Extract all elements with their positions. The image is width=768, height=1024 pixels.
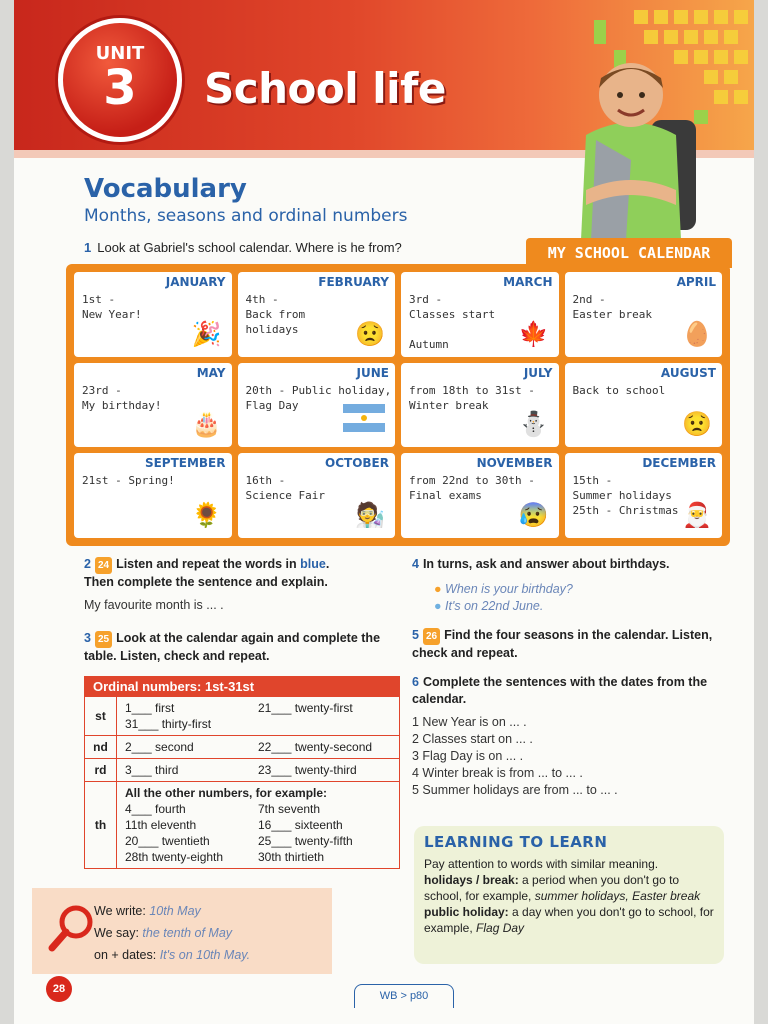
tip-say-label: We say: xyxy=(94,926,139,940)
exercise-number: 3 xyxy=(84,631,91,645)
unit-title: School life xyxy=(204,64,446,113)
ordinal-entry: 22___ twenty-second xyxy=(258,740,373,754)
month-name: APRIL xyxy=(676,275,716,289)
ordinal-entry: 25___ twenty-fifth xyxy=(258,834,353,848)
ordinal-intro: All the other numbers, for example: xyxy=(125,786,328,800)
ordinal-pair xyxy=(125,700,391,716)
def-term: holidays / break: xyxy=(424,873,519,887)
tip-dates-value: It's on 10th May. xyxy=(159,948,251,962)
calendar-cell-february xyxy=(238,272,396,357)
tip-write-label: We write: xyxy=(94,904,146,918)
learning-def-1 xyxy=(424,872,714,904)
christmas-figure-icon: 🎅 xyxy=(682,501,712,529)
month-note: 15th - Summer holidays 25th - Christmas xyxy=(572,474,679,518)
ordinal-pair xyxy=(125,849,391,865)
ordinal-body xyxy=(117,782,399,868)
calendar-cell-october xyxy=(238,453,396,538)
month-note: 1st - New Year! xyxy=(82,293,142,321)
autumn-leaves-icon: 🍁 xyxy=(518,320,549,348)
month-name: OCTOBER xyxy=(325,456,389,471)
ordinal-entry: 7th seventh xyxy=(258,802,321,816)
ordinal-suffix: rd xyxy=(85,759,117,781)
example-answer: It's on 22nd June. xyxy=(445,599,544,613)
exercise-item: 3 Flag Day is on ... . xyxy=(412,749,524,763)
audio-track-icon[interactable]: 26 xyxy=(423,628,440,645)
tip-say xyxy=(94,922,250,944)
exercise-2 xyxy=(84,556,404,591)
ordinal-entry: 28th twenty-eighth xyxy=(125,850,224,864)
month-name: FEBRUARY xyxy=(318,275,389,289)
sunflower-icon: 🌻 xyxy=(191,501,222,529)
exercise-number: 6 xyxy=(412,675,419,689)
exercise-6 xyxy=(412,674,722,708)
ordinal-body xyxy=(117,736,399,758)
month-note: 3rd - Classes start Autumn xyxy=(409,293,496,351)
calendar-cell-april xyxy=(565,272,723,357)
ordinal-entry: 16___ sixteenth xyxy=(258,818,343,832)
month-name: SEPTEMBER xyxy=(144,456,226,471)
calendar-cell-july xyxy=(401,363,559,448)
month-name: MAY xyxy=(196,365,226,380)
calendar-cell-january xyxy=(74,272,232,357)
speech-examples xyxy=(434,581,722,615)
page-number: 28 xyxy=(46,976,72,1002)
calendar-cell-august xyxy=(565,363,723,448)
learning-intro: Pay attention to words with similar meaning. xyxy=(424,857,659,871)
exercise-text: Look at the calendar again and complete the table. Listen, check and repeat. xyxy=(84,631,381,663)
exercise-text: Listen and repeat the words in xyxy=(116,557,301,571)
ordinal-entry: 21___ twenty-first xyxy=(258,701,353,715)
exercise-text: Complete the sentences with the dates from the calendar. xyxy=(412,675,708,706)
ordinal-entry: 4___ fourth xyxy=(125,802,186,816)
exercise-text-blue: blue xyxy=(300,557,326,571)
exercise-prompt: My favourite month is ... . xyxy=(84,598,224,612)
textbook-page xyxy=(14,0,754,1024)
month-note: 21st - Spring! xyxy=(82,474,175,488)
def-text: a day when you don't go to school, for example, xyxy=(424,905,714,935)
ordinal-entry: 11th eleventh xyxy=(125,818,197,832)
exercise-item: 2 Classes start on ... . xyxy=(412,732,533,746)
month-note: 20th - Public holiday, Flag Day xyxy=(245,383,392,412)
ordinal-pair xyxy=(125,833,391,849)
ordinal-row-rd xyxy=(85,758,399,781)
calendar-cell-december xyxy=(565,453,723,538)
snowman-icon: ⛄ xyxy=(518,411,549,439)
ordinal-pair xyxy=(125,817,391,833)
tip-write xyxy=(94,900,250,922)
happy-new-year-icon: 🎉 xyxy=(191,320,222,348)
section-heading: Vocabulary xyxy=(84,174,247,204)
ordinal-suffix: nd xyxy=(85,736,117,758)
left-column xyxy=(84,556,404,665)
section-subheading: Months, seasons and ordinal numbers xyxy=(84,206,408,226)
easter-egg-icon: 🥚 xyxy=(682,320,712,348)
sad-face-icon: 😟 xyxy=(355,320,385,348)
exercise-text-end: . xyxy=(325,557,330,571)
ordinal-suffix: st xyxy=(85,697,117,735)
calendar-cell-june xyxy=(238,363,396,448)
exercise-number: 1 xyxy=(84,240,92,255)
ordinal-entry: 3___ third xyxy=(125,763,179,777)
ordinal-row-th xyxy=(85,781,399,868)
ordinal-pair xyxy=(125,716,391,732)
exercise-number: 5 xyxy=(412,628,419,642)
magnifying-glass-icon xyxy=(44,902,98,956)
ordinal-body xyxy=(117,759,399,781)
birthday-cake-icon: 🎂 xyxy=(191,411,222,439)
learning-title: LEARNING TO LEARN xyxy=(424,833,608,851)
audio-track-icon[interactable]: 25 xyxy=(95,631,112,648)
exercise-number: 4 xyxy=(412,557,419,571)
example-question: When is your birthday? xyxy=(445,582,573,596)
def-example: Flag Day xyxy=(476,921,525,935)
exercise-4 xyxy=(412,556,722,573)
exercise-text: In turns, ask and answer about birthdays. xyxy=(422,557,670,571)
table-rows xyxy=(85,696,399,868)
month-note: from 22nd to 30th - Final exams xyxy=(409,474,535,503)
month-note: 2nd - Easter break xyxy=(572,293,652,321)
month-name: JANUARY xyxy=(165,275,226,289)
ordinal-entry: 23___ twenty-third xyxy=(258,763,357,777)
month-note: 16th - Science Fair xyxy=(245,474,325,503)
ordinal-pair xyxy=(125,739,391,755)
tip-dates xyxy=(94,944,250,966)
nervous-face-icon: 😰 xyxy=(518,501,549,529)
month-name: JULY xyxy=(523,365,553,380)
calendar-tab: MY SCHOOL CALENDAR xyxy=(526,238,732,268)
exercise-3 xyxy=(84,630,404,665)
ordinal-entry: 1___ first xyxy=(125,701,175,715)
tip-dates-label: on + dates: xyxy=(94,948,157,962)
exercise-6-items xyxy=(412,714,722,799)
exercise-line2: Then complete the sentence and explain. xyxy=(84,575,328,589)
ordinal-pair xyxy=(125,801,391,817)
ordinal-pair xyxy=(125,762,391,778)
exercise-item: 4 Winter break is from ... to ... . xyxy=(412,766,583,780)
exercise-5 xyxy=(412,627,722,662)
right-column xyxy=(412,556,722,799)
exercise-1 xyxy=(84,240,402,255)
ordinal-body xyxy=(117,697,399,735)
month-name: JUNE xyxy=(356,365,389,380)
exercise-item: 5 Summer holidays are from ... to ... . xyxy=(412,783,618,797)
calendar-grid xyxy=(74,272,722,538)
def-example: summer holidays, Easter break xyxy=(534,889,701,903)
table-title: Ordinal numbers: 1st-31st xyxy=(85,677,399,696)
ordinal-row-nd xyxy=(85,735,399,758)
ordinal-entry: 31___ thirty-first xyxy=(125,717,212,731)
exercise-text: Look at Gabriel's school calendar. Where is he from? xyxy=(97,240,402,255)
student-photo xyxy=(556,40,706,240)
month-name: NOVEMBER xyxy=(476,456,553,471)
calendar-cell-september xyxy=(74,453,232,538)
ordinal-entry: 20___ twentieth xyxy=(125,834,210,848)
speech-bubble-icon: ● xyxy=(434,599,442,613)
month-note: 23rd - My birthday! xyxy=(82,383,162,412)
worried-face-icon: 😟 xyxy=(682,411,712,439)
ordinal-entry xyxy=(258,716,391,732)
learning-to-learn-box xyxy=(414,826,724,964)
month-name: AUGUST xyxy=(660,365,716,380)
ordinal-entry: 30th thirtieth xyxy=(258,850,325,864)
unit-number: 3 xyxy=(103,60,137,116)
ordinal-suffix: th xyxy=(85,782,117,868)
month-name: MARCH xyxy=(503,275,553,289)
def-term: public holiday: xyxy=(424,905,509,919)
tip-say-value: the tenth of May xyxy=(142,926,233,940)
calendar-cell-november xyxy=(401,453,559,538)
calendar-cell-march xyxy=(401,272,559,357)
month-name: DECEMBER xyxy=(642,456,716,471)
argentina-flag-icon xyxy=(343,404,385,439)
def-text: a period when you don't go to school, for example, xyxy=(424,873,680,903)
unit-label: UNIT xyxy=(95,43,145,64)
exercise-text: Find the four seasons in the calendar. Listen, check and repeat. xyxy=(412,628,713,660)
month-note: 4th - Back from holidays xyxy=(245,293,306,336)
learning-def-2 xyxy=(424,904,714,936)
ordinal-row-st xyxy=(85,696,399,735)
scientist-icon: 🧑‍🔬 xyxy=(355,501,385,529)
exercise-item: 1 New Year is on ... . xyxy=(412,715,527,729)
school-calendar xyxy=(66,264,730,546)
ordinal-numbers-table xyxy=(84,676,400,869)
audio-track-icon[interactable]: 24 xyxy=(95,557,112,574)
unit-badge xyxy=(58,18,182,142)
exercise-number: 2 xyxy=(84,557,91,571)
speech-bubble-icon: ● xyxy=(434,582,442,596)
month-note: from 18th to 31st - Winter break xyxy=(409,383,535,412)
calendar-cell-may xyxy=(74,363,232,448)
tip-write-value: 10th May xyxy=(149,904,201,918)
ordinal-entry: 2___ second xyxy=(125,740,194,754)
month-note: Back to school xyxy=(572,383,666,397)
tip-lines xyxy=(94,900,250,966)
workbook-reference[interactable]: WB > p80 xyxy=(354,984,454,1008)
